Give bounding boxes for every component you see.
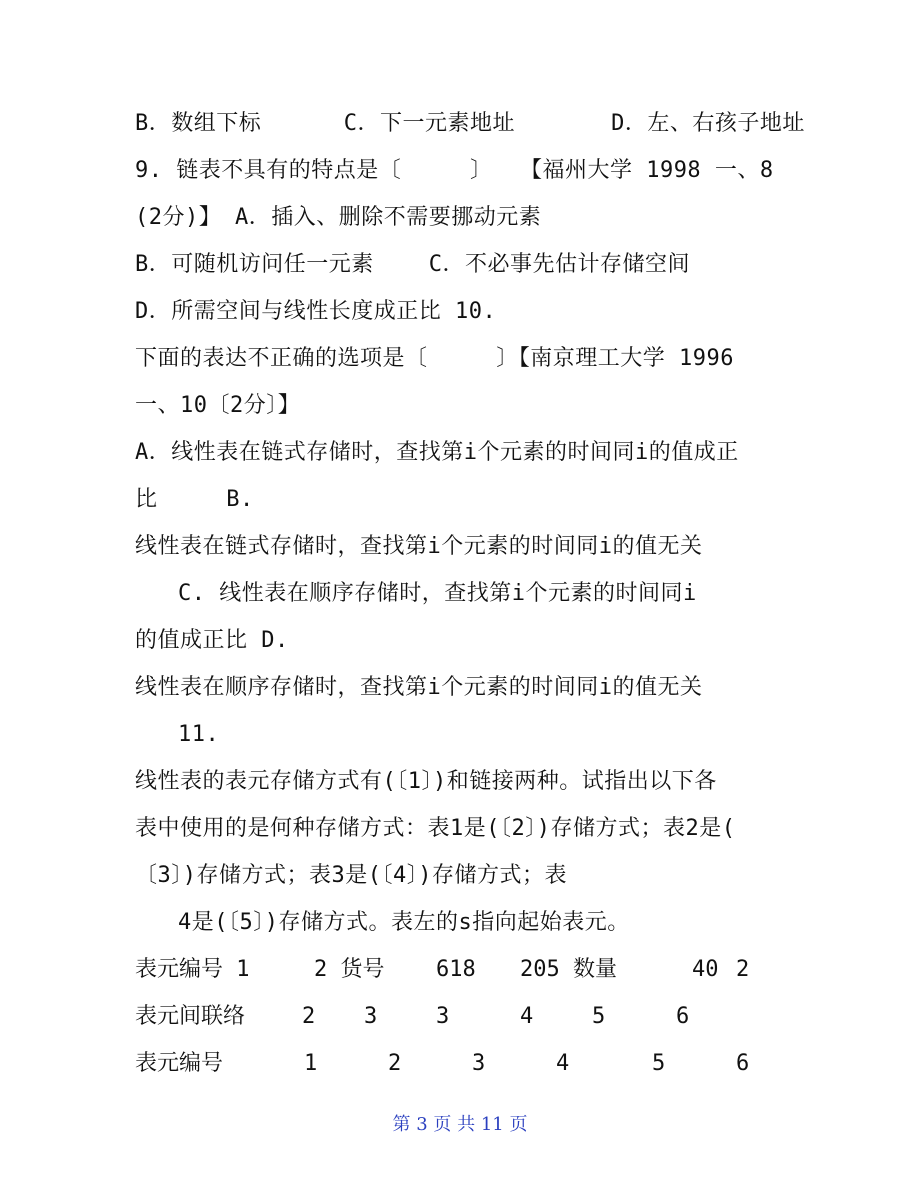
- table-cell: 5: [652, 1051, 666, 1076]
- text-line: 的值成正比 D.: [135, 628, 289, 653]
- option-d: 线性表在顺序存储时，查找第i个元素的时间同i的值无关: [135, 675, 703, 700]
- question-11: 11.: [178, 722, 220, 747]
- question-9: 9. 链表不具有的特点是〔 〕 【福州大学 1998 一、8: [135, 158, 774, 183]
- table-cell: 3: [436, 1004, 450, 1029]
- text-line: 一、10〔2分〕】: [135, 393, 301, 418]
- table-cell: 4: [520, 1004, 534, 1029]
- table-cell: 2: [302, 1004, 316, 1029]
- table-cell: 2: [388, 1051, 402, 1076]
- table-cell: 2 货号: [314, 957, 385, 982]
- text-line: 表中使用的是何种存储方式：表1是(〔2〕)存储方式；表2是(: [135, 816, 736, 841]
- table-cell: 3: [472, 1051, 486, 1076]
- text-line: (2分)】 A．插入、删除不需要挪动元素: [135, 205, 542, 230]
- table-cell: 205 数量: [520, 957, 617, 982]
- text-line: B．数组下标 C．下一元素地址 D．左、右孩子地址: [135, 111, 805, 136]
- text-line: B．可随机访问任一元素 C．不必事先估计存储空间: [135, 252, 690, 277]
- option-a: A．线性表在链式存储时，查找第i个元素的时间同i的值成正: [135, 440, 739, 465]
- table-cell: 40: [692, 957, 719, 982]
- table-cell: 表元编号 1: [135, 957, 250, 982]
- table-cell: 3: [364, 1004, 378, 1029]
- text-line: 4是(〔5〕)存储方式。表左的s指向起始表元。: [178, 910, 630, 935]
- table-cell: 6: [676, 1004, 690, 1029]
- question-10: 下面的表达不正确的选项是〔 〕【南京理工大学 1996: [135, 346, 734, 371]
- table-cell: 6: [736, 1051, 750, 1076]
- text-line: 线性表的表元存储方式有(〔1〕)和链接两种。试指出以下各: [135, 769, 717, 794]
- table-cell: 表元间联络: [135, 1004, 246, 1029]
- option-c: C. 线性表在顺序存储时，查找第i个元素的时间同i: [178, 581, 697, 606]
- table-cell: 5: [592, 1004, 606, 1029]
- table-cell: 表元编号: [135, 1051, 224, 1076]
- table-cell: 4: [556, 1051, 570, 1076]
- option-b: 线性表在链式存储时，查找第i个元素的时间同i的值无关: [135, 534, 703, 559]
- text-line: D．所需空间与线性长度成正比 10.: [135, 299, 497, 324]
- table-cell: 2: [736, 957, 750, 982]
- table-cell: 618: [436, 957, 476, 982]
- table-cell: 1: [304, 1051, 318, 1076]
- page-footer: 第 3 页 共 11 页: [392, 1114, 528, 1135]
- text-line: 〔3〕)存储方式；表3是(〔4〕)存储方式；表: [135, 863, 567, 888]
- text-line: 比 B.: [135, 487, 254, 512]
